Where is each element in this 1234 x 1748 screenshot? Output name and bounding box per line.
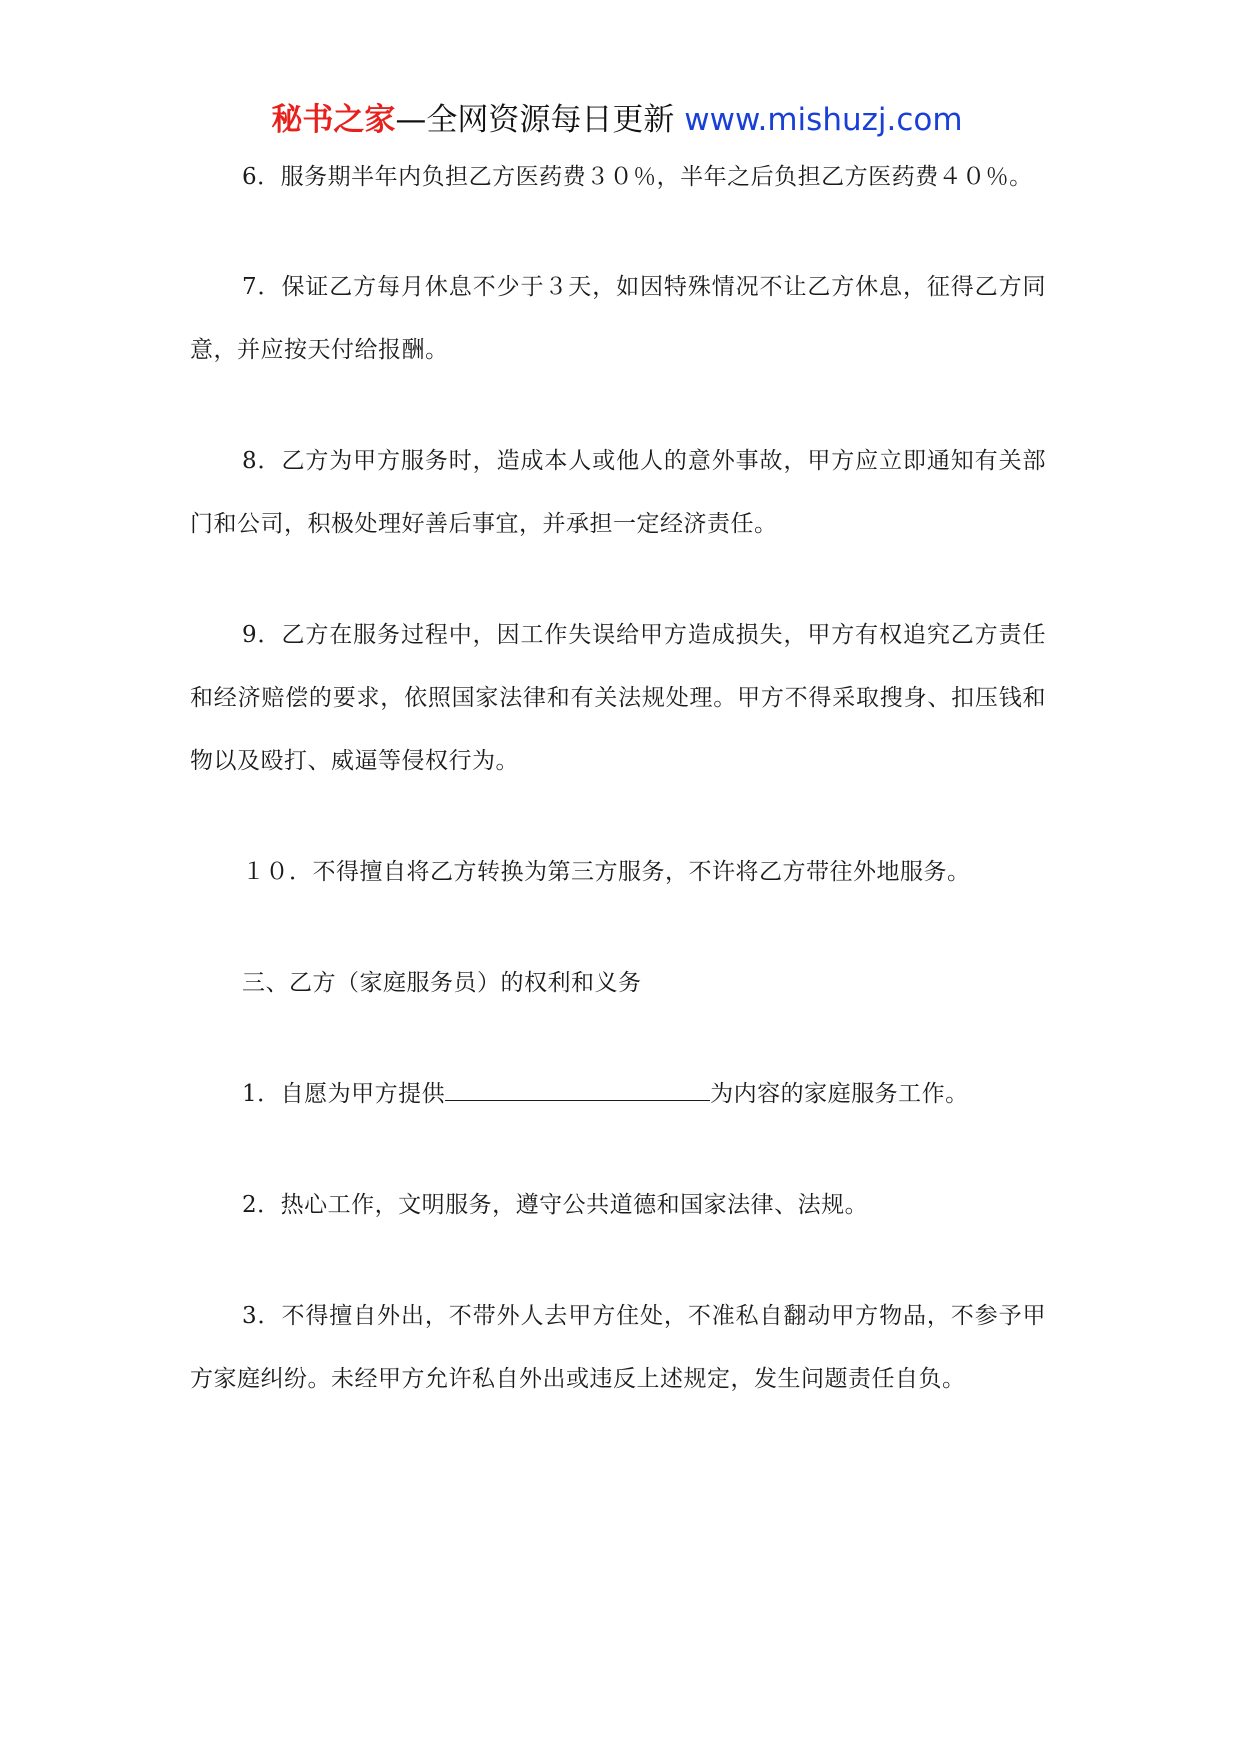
paragraph-gap (190, 1126, 1046, 1174)
paragraph-gap (190, 793, 1046, 841)
clause-7: 7．保证乙方每月休息不少于３天，如因特殊情况不让乙方休息，征得乙方同意，并应按天付给报酬。 (190, 274, 1046, 363)
paragraph-gap (190, 1015, 1046, 1063)
site-brand: 秘书之家 (271, 102, 396, 138)
duty-1-text-after: 为内容的家庭服务工作。 (710, 1081, 969, 1107)
paragraph-gap (190, 382, 1046, 430)
paragraph-gap (190, 556, 1046, 604)
duty-1-text-before: 1．自愿为甲方提供 (242, 1081, 446, 1107)
clause-10: １０．不得擅自将乙方转换为第三方服务，不许将乙方带往外地服务。 (242, 859, 971, 885)
site-url: www.mishuzj.com (684, 102, 963, 138)
duty-1 (190, 1063, 1046, 1126)
site-header (0, 100, 1234, 140)
clause-9: 9．乙方在服务过程中，因工作失误给甲方造成损失，甲方有权追究乙方责任和经济赔偿的要求，依照国家法律和有关法规处理。甲方不得采取搜身、扣压钱和物以及殴打、威逼等侵权行为。 (190, 622, 1046, 774)
section-heading-3: 三、乙方（家庭服务员）的权利和义务 (242, 970, 642, 996)
paragraph-gap (190, 1237, 1046, 1285)
site-slogan: —全网资源每日更新 (395, 102, 685, 138)
clause-8: 8．乙方为甲方服务时，造成本人或他人的意外事故，甲方应立即通知有关部门和公司，积极处理好善后事宜，并承担一定经济责任。 (190, 448, 1046, 537)
paragraph-gap (190, 209, 1046, 256)
duty-2: 2．热心工作，文明服务，遵守公共道德和国家法律、法规。 (242, 1192, 869, 1218)
clause-6: 6．服务期半年内负担乙方医药费３０％，半年之后负担乙方医药费４０％。 (242, 164, 1033, 190)
fill-in-blank (445, 1076, 710, 1101)
document-body (190, 146, 1046, 1411)
paragraph-gap (190, 904, 1046, 952)
duty-3: 3．不得擅自外出，不带外人去甲方住处，不准私自翻动甲方物品，不参予甲方家庭纠纷。未经甲方允许私自外出或违反上述规定，发生问题责任自负。 (190, 1303, 1046, 1392)
